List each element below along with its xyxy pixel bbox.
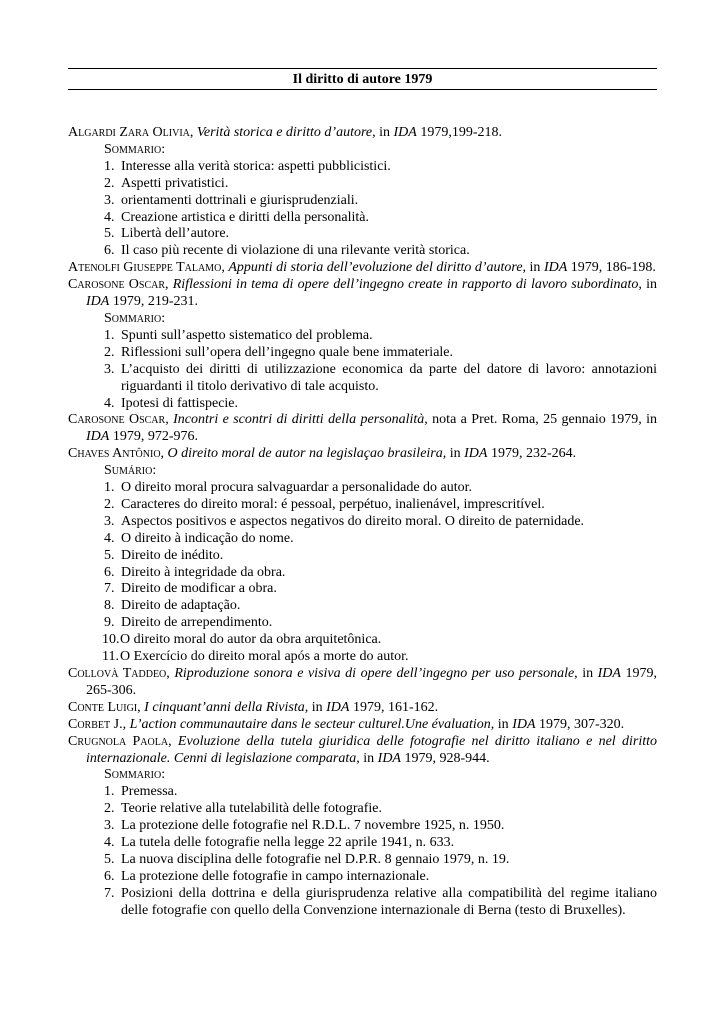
entry-source: , in: [490, 716, 513, 732]
summary-item-number: 11.: [102, 649, 119, 665]
summary-item-number: 4.: [104, 395, 115, 411]
entry-journal: IDA: [597, 666, 621, 681]
entry-source: , in: [372, 125, 394, 140]
summary-item-number: 5.: [104, 547, 115, 563]
entry-journal: IDA: [464, 446, 488, 462]
summary-item-text: Interesse alla verità storica: aspetti pubblicistici.: [121, 158, 391, 174]
entry-source: , in: [356, 750, 378, 766]
summary-item-text: La tutela delle fotografie nella legge 22 aprile 1941, n. 633.: [121, 835, 455, 851]
summary-item-number: 4.: [104, 530, 115, 546]
summary-item-text: La protezione delle fotografie in campo internazionale.: [121, 868, 430, 884]
summary-item-text: Riflessioni sull’opera dell’ingegno quale bene immateriale.: [121, 344, 454, 360]
summary-item: [68, 886, 657, 920]
entry-title: Appunti di storia dell’evoluzione del diritto d’autore: [228, 260, 523, 276]
entry-title: O direito moral de autor na legislaçao brasileira: [167, 446, 443, 462]
summary-item-text: Teorie relative alla tutelabilità delle fotografie.: [121, 801, 383, 817]
entry-ref: 1979, 161-162.: [349, 699, 439, 715]
entry-author: Conte Luigi: [68, 699, 138, 715]
entry-author: Carosone Oscar: [68, 412, 166, 428]
entry-title: Incontri e scontri di diritti della personalità: [173, 412, 425, 428]
summary-item-number: 2.: [104, 175, 115, 191]
summary-item: [68, 480, 657, 497]
summary-item-number: 2.: [104, 801, 115, 817]
entry-journal: IDA: [512, 716, 536, 732]
summary-item-number: 4.: [104, 209, 115, 225]
summary-item-text: Aspetti privatistici.: [121, 175, 229, 191]
summary-item-number: 7.: [104, 581, 115, 597]
entry-source: , in: [522, 260, 544, 276]
entry-ref: 1979, 928-944.: [400, 750, 490, 766]
summary-item-text: Ipotesi di fattispecie.: [121, 395, 239, 411]
summary-item-text: Direito à integridade da obra.: [121, 564, 286, 580]
summary-item-text: Direito de arrependimento.: [121, 615, 273, 631]
summary-item-number: 5.: [104, 226, 115, 242]
summary-item-number: 1.: [104, 784, 115, 800]
summary-list: [68, 784, 657, 919]
summary-item: [68, 835, 657, 852]
summary-item-text: O direito moral do autor da obra arquitetônica.: [120, 632, 382, 648]
summary-item: [68, 852, 657, 869]
summary-item-text: O direito à indicação do nome.: [121, 530, 294, 546]
entry-author: Crugnola Paola: [68, 733, 169, 749]
summary-item-number: 5.: [104, 851, 115, 867]
entry-journal: IDA: [543, 260, 568, 276]
bib-entry: Collovà Taddeo, Riproduzione sonora e visiva di opere dell’ingegno per uso personale, in IDA 1979, 265-306.: [68, 666, 658, 698]
entry-journal: IDA: [86, 294, 110, 310]
entry-source: , nota a Pret. Roma, 25 gennaio 1979, in: [424, 412, 657, 428]
summary-item-number: 1.: [104, 327, 115, 343]
bib-entry: Carosone Oscar, Incontri e scontri di diritti della personalità, nota a Pret. Roma, 25 gennaio 1979, in IDA 1979, 972-976.: [68, 412, 657, 445]
entry-title: Riflessioni in tema di opere dell’ingegno create in rapporto di lavoro subordinato: [172, 277, 639, 293]
entry-author: Collovà Taddeo: [68, 666, 167, 681]
entry-author: Corbet J.: [68, 716, 123, 732]
summary-item-text: L’acquisto dei diritti di utilizzazione economica da parte del datore di lavoro: annotazioni riguardanti il titolo derivativo di tale acquisto.: [121, 361, 657, 394]
summary-item-number: 2.: [104, 344, 115, 360]
summary-item: [68, 818, 657, 835]
summary-item: [68, 548, 657, 565]
summary-item-text: O direito moral procura salvaguardar a personalidade do autor.: [121, 480, 473, 496]
summary-item-text: Posizioni della dottrina e della giurisprudenza relative alla compatibilità del regime italiano delle fotografie con quello della Convenzione internazionale di Berna (testo di Bruxelles).: [121, 885, 657, 918]
summary-item: [68, 581, 657, 598]
entry-source: , in: [304, 699, 327, 715]
summary-item-number: 3.: [104, 361, 115, 377]
summary-item-text: Creazione artistica e diritti della personalità.: [121, 209, 370, 225]
summary-item: [68, 243, 657, 260]
summary-item-number: 3.: [104, 818, 115, 834]
summary-item-number: 7.: [104, 885, 115, 901]
summary-item: [68, 649, 657, 666]
summary-list: [68, 159, 657, 260]
entry-journal: IDA: [377, 750, 401, 766]
summary-item-number: 1.: [104, 480, 115, 496]
summary-item: [68, 784, 657, 801]
entry-author: Algardi Zara Olivia: [68, 125, 190, 140]
summary-item-text: La protezione delle fotografie nel R.D.L. 7 novembre 1925, n. 1950.: [121, 818, 505, 834]
bib-entry: Chaves Antônio, O direito moral de autor na legislaçao brasileira, in IDA 1979, 232-264.: [68, 446, 577, 462]
summary-item-number: 6.: [104, 243, 115, 259]
entry-source: , in: [442, 446, 465, 462]
summary-item-text: Caracteres do direito moral: é pessoal, perpétuo, inalienável, imprescritível.: [121, 496, 545, 512]
summary-item-text: Direito de inédito.: [121, 547, 224, 563]
summary-item-number: 3.: [104, 192, 115, 208]
summary-item-number: 6.: [104, 564, 115, 580]
summary-item: [68, 362, 657, 396]
summary-item-text: Libertà dell’autore.: [121, 226, 230, 242]
summary-item: [68, 514, 657, 531]
summary-item-text: O Exercício do direito moral após a morte do autor.: [120, 649, 409, 665]
bib-entry: Crugnola Paola, Evoluzione della tutela giuridica delle fotografie nel diritto italiano e nel diritto internazionale. Cenni di legislazione comparata, in IDA 1979, 928-944.: [68, 733, 657, 766]
summary-item: [68, 565, 657, 582]
summary-label: Sommario:: [104, 767, 166, 783]
summary-item: [68, 396, 657, 413]
entry-source: , in: [638, 277, 658, 293]
summary-item-number: 1.: [104, 158, 115, 174]
entry-title: Verità storica e diritto d’autore: [196, 125, 373, 140]
entry-author: Atenolfi Giuseppe Talamo: [68, 260, 222, 276]
summary-item-text: Spunti sull’aspetto sistematico del problema.: [121, 327, 373, 343]
summary-item: [68, 345, 657, 362]
entry-source: , in: [574, 666, 598, 681]
entry-author: Chaves Antônio: [68, 446, 161, 462]
entry-journal: IDA: [86, 429, 110, 445]
summary-item: [68, 176, 657, 193]
summary-list: [68, 480, 657, 666]
bib-entry: Conte Luigi, I cinquant’anni della Rivista, in IDA 1979, 161-162.: [68, 699, 439, 715]
entry-ref: 1979, 232-264.: [487, 446, 577, 462]
summary-item-number: 2.: [104, 496, 115, 512]
summary-item-text: Direito de modificar a obra.: [121, 581, 277, 597]
entry-title: Evoluzione della tutela giuridica delle fotografie nel diritto italiano e nel diritto internazionale. Cenni di legislazione comparata: [86, 733, 657, 766]
entry-ref: 1979, 307-320.: [535, 716, 625, 732]
summary-item: [68, 497, 657, 514]
summary-label: Sumário:: [104, 463, 157, 479]
summary-item-text: Aspectos positivos e aspectos negativos do direito moral. O direito de paternidade.: [121, 513, 585, 529]
summary-item: [68, 801, 657, 818]
summary-item-number: 3.: [104, 513, 115, 529]
entry-ref: 1979, 265-306.: [86, 666, 658, 698]
entry-title: I cinquant’anni della Rivista: [144, 699, 305, 715]
summary-item-number: 6.: [104, 868, 115, 884]
summary-item: [68, 531, 657, 548]
summary-label: Sommario:: [104, 141, 166, 157]
summary-item-text: Direito de adaptação.: [121, 598, 241, 614]
summary-item: [68, 328, 657, 345]
header-bottom-rule: [68, 89, 657, 90]
summary-item-text: La nuova disciplina delle fotografie nel D.P.R. 8 gennaio 1979, n. 19.: [121, 851, 510, 867]
entry-title: L’action communautaire dans le secteur culturel.Une évaluation: [129, 716, 491, 732]
summary-item: [68, 869, 657, 886]
summary-item-text: Il caso più recente di violazione di una rilevante verità storica.: [121, 243, 470, 259]
summary-item-number: 10.: [102, 632, 120, 648]
entry-ref: 1979, 186-198.: [567, 260, 656, 276]
entry-ref: 1979,199-218.: [416, 125, 503, 140]
summary-item-text: Premessa.: [121, 784, 178, 800]
summary-item: [68, 210, 657, 227]
summary-label: Sommario:: [104, 310, 166, 326]
entry-author: Carosone Oscar: [68, 277, 166, 293]
summary-item-number: 9.: [104, 615, 115, 631]
entry-ref: 1979, 972-976.: [109, 429, 198, 445]
bibliography-list: [68, 125, 657, 920]
summary-item: [68, 226, 657, 243]
page-title: Il diritto di autore 1979: [292, 72, 433, 87]
summary-item: [68, 632, 657, 649]
bib-entry: Corbet J., L’action communautaire dans le secteur culturel.Une évaluation, in IDA 1979, 307-320.: [68, 716, 625, 732]
bib-entry: Carosone Oscar, Riflessioni in tema di opere dell’ingegno create in rapporto di lavoro subordinato, in IDA 1979, 219-231.: [68, 277, 658, 310]
entry-journal: IDA: [326, 699, 350, 715]
header-top-rule: [68, 68, 657, 69]
entry-ref: 1979, 219-231.: [109, 294, 198, 310]
summary-item: [68, 193, 657, 210]
summary-item-text: orientamenti dottrinali e giurisprudenziali.: [121, 192, 359, 208]
summary-item: [68, 598, 657, 615]
summary-item: [68, 159, 657, 176]
summary-list: [68, 328, 657, 413]
summary-item-number: 4.: [104, 835, 115, 851]
summary-item-number: 8.: [104, 598, 115, 614]
bib-entry: Atenolfi Giuseppe Talamo, Appunti di storia dell’evoluzione del diritto d’autore, in IDA 1979, 186-198.: [68, 260, 656, 276]
bib-entry: Algardi Zara Olivia, Verità storica e diritto d’autore, in IDA 1979,199-218.: [68, 125, 503, 140]
summary-item: [68, 615, 657, 632]
entry-title: Riproduzione sonora e visiva di opere dell’ingegno per uso personale: [174, 666, 575, 681]
entry-journal: IDA: [393, 125, 417, 140]
